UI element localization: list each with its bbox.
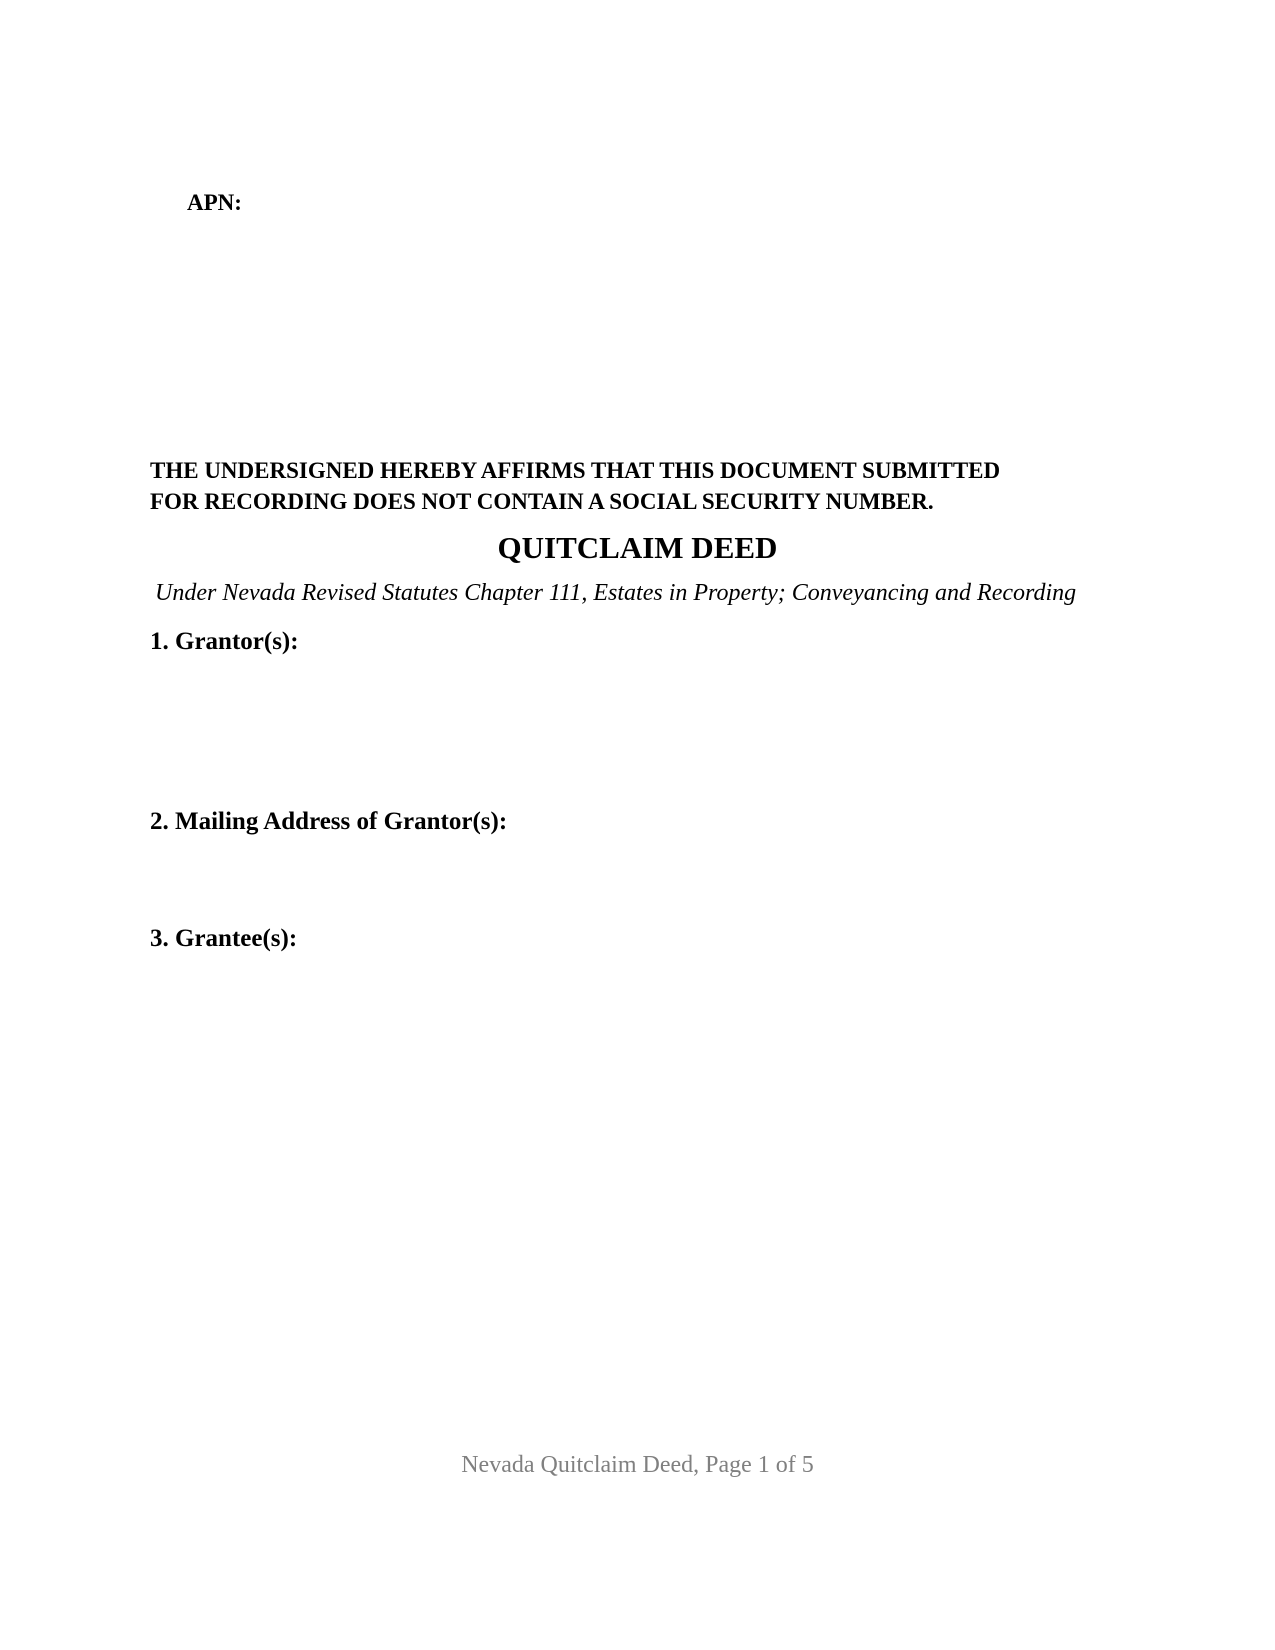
page-footer: Nevada Quitclaim Deed, Page 1 of 5 [461,1452,814,1478]
affirmation-line-2: FOR RECORDING DOES NOT CONTAIN A SOCIAL SECURITY NUMBER. [150,489,934,514]
section-grantee: 3. Grantee(s): [150,925,298,952]
document-title: QUITCLAIM DEED [497,530,778,565]
section-grantor-mailing-address: 2. Mailing Address of Grantor(s): [150,808,508,835]
affirmation-line-1: THE UNDERSIGNED HEREBY AFFIRMS THAT THIS DOCUMENT SUBMITTED [150,458,1001,483]
ssn-affirmation [150,455,1150,517]
apn-label: APN: [187,190,242,215]
section-grantor: 1. Grantor(s): [150,628,299,655]
statute-subtitle: Under Nevada Revised Statutes Chapter 111, Estates in Property; Conveyancing and Recording [155,580,1077,606]
